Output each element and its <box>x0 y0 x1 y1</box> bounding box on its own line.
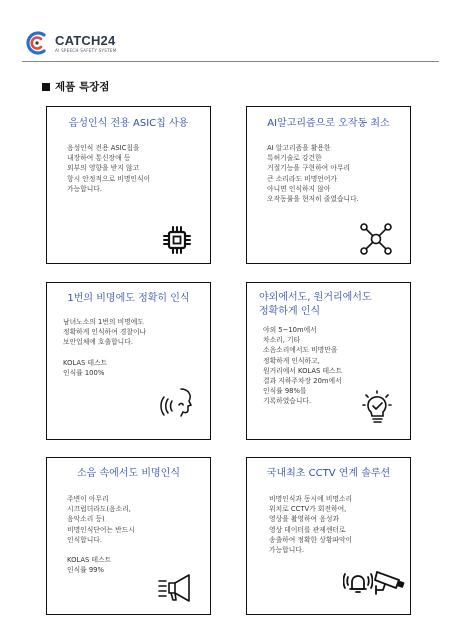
feature-card-body: 주변이 아무리 시끄럽더라도(음소리, 음악소리 등) 비명인식단어는 반드시 인식합니다. KOLAS 테스트 인식률 99% <box>67 495 135 575</box>
feature-card-body: AI 알고리즘을 활용한 특허기술로 강건한 거절기능을 구현하여 아무리 큰 소리라도 비명언어가 아니면 인식하지 않아 오작동률을 현저히 줄였습니다. <box>267 144 359 204</box>
feature-card-title: 야외에서도, 원거리에서도 정확하게 인식 <box>259 292 372 317</box>
feature-card-cctv <box>246 457 411 615</box>
feature-card-title: 소음 속에서도 비명인식 <box>77 468 180 479</box>
feature-card-body: 야외 5~10m에서 차소리, 기타 소음소리에서도 비명만을 정확하게 인식하고, 원거리에서 KOLAS 테스트 결과 지하주차장 20m에서 인식률 98%를 기록하였습니다. <box>263 326 343 406</box>
section-heading <box>42 79 109 94</box>
square-bullet-icon <box>42 83 50 91</box>
chip-icon <box>161 224 193 256</box>
scream-icon <box>159 383 195 419</box>
feature-card-title: 1번의 비명에도 정확히 인식 <box>67 293 190 304</box>
megaphone-icon <box>157 572 197 604</box>
feature-card-outdoor <box>246 282 411 440</box>
brand-name: CATCH24 <box>55 32 116 48</box>
feature-card-body: 음성인식 전용 ASIC칩을 내장하여 통신장애 등 외부의 영향을 받지 않고 항시 안정적으로 비명인식이 가능합니다. <box>67 144 151 193</box>
feature-card-body: 남녀노소의 1번의 비명에도 정확하게 인식하여 경찰이나 보안업체에 호출합니다. KOLAS 테스트 인식률 100% <box>63 318 147 378</box>
feature-card-single-scream <box>46 282 211 440</box>
feature-card-ai <box>246 106 411 264</box>
section-title: 제품 특장점 <box>55 81 110 93</box>
alarm-bell-icon <box>343 568 373 598</box>
feature-card-asic <box>46 106 211 264</box>
feature-card-body: 비명인식과 동시에 비명소리 위치로 CCTV가 회전하여, 영상을 촬영하여 음성과 영상 데이터를 관제센터로 송출하여 정확한 상황파악이 가능합니다. <box>269 495 353 555</box>
feature-card-title: 음성인식 전용 ASIC칩 사용 <box>68 118 189 129</box>
feature-card-title: AI알고리즘으로 오작동 최소 <box>267 118 390 129</box>
lightbulb-check-icon <box>359 390 395 426</box>
brand-tagline: AI SPEECH SAFETY SYSTEM <box>55 47 117 53</box>
cctv-camera-icon <box>373 566 407 600</box>
header-divider <box>22 61 439 62</box>
catch24-logo-icon <box>24 30 51 56</box>
feature-card-noise <box>46 457 211 615</box>
brand-logo <box>24 30 116 56</box>
network-icon <box>358 221 394 257</box>
feature-card-title: 국내최초 CCTV 연계 솔루션 <box>266 468 391 479</box>
